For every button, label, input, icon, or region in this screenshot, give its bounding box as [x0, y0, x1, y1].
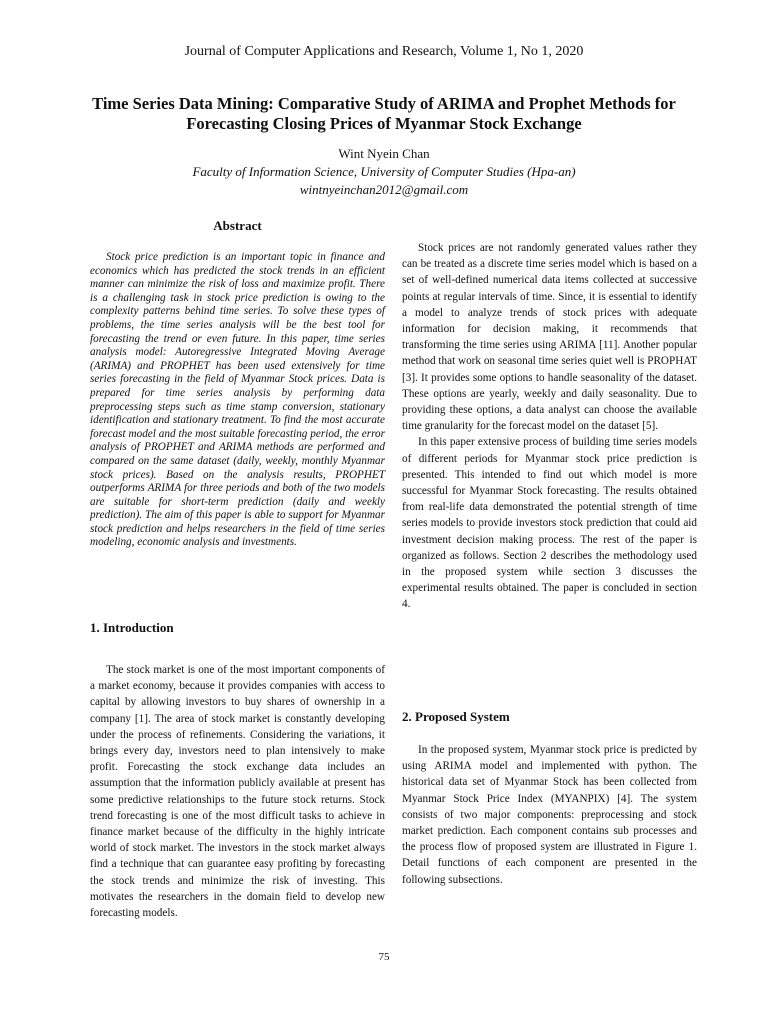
intro-paragraph-2: Stock prices are not randomly generated values rather they can be treated as a discrete time series model which is based on a set of well-defined numerical data items collected at successive points at regular intervals of time. Since, it is essential to identify a model to analyze trends of stock prices with adequate information for decision making, it recommends that transforming the time series using ARIMA [11]. Another popular method that work on seasonal time series quiet well is PROPHAT [3]. It provides some options to handle seasonality of the dataset. These options are yearly, weekly and daily seasonality. Due to providing these options, a data analyst can choose the available time granularity for the forecast model on the dataset [5].: [402, 242, 697, 433]
journal-header: Journal of Computer Applications and Research, Volume 1, No 1, 2020: [184, 44, 584, 59]
introduction-heading: 1. Introduction: [90, 620, 174, 635]
author-name: Wint Nyein Chan: [338, 146, 430, 161]
proposed-system-body: [402, 742, 697, 888]
abstract-body: [90, 251, 385, 550]
introduction-body-right: [402, 240, 697, 613]
author-affiliation: Faculty of Information Science, University of Computer Studies (Hpa-an): [192, 164, 576, 179]
intro-paragraph-1: The stock market is one of the most important components of a market economy, because it provides companies with access to capital by allowing investors to buy shares of ownership in a company [1]. The area of stock market is constantly developing under the process of refinements. Considering the variations, it brings every day, investors need to plan intensively to make profit. Forecasting the stock exchange data includes an assumption that the information publicly available at present has some predictive relationships to the future stock returns. Stock trend forecasting is one of the most difficult tasks to achieve in finance market because of the difficulty in the highly intricate world of stock market. The investors in the stock market always find a technique that can guarantee easy profiting by forecasting the stock trends and minimize the risk of investing. This motivates the researchers in the domain field to develop new forecasting models.: [90, 664, 385, 920]
introduction-body-left: [90, 662, 385, 921]
paper-title: Time Series Data Mining: Comparative Study of ARIMA and Prophet Methods for Forecasting Closing Prices of Myanmar Stock Exchange: [92, 94, 676, 133]
proposed-system-heading: 2. Proposed System: [402, 709, 510, 724]
abstract-heading: Abstract: [213, 218, 262, 233]
abstract-text: Stock price prediction is an important topic in finance and economics which has predicted the stock trends in an efficient manner can minimize the risk of loss and maximize profit. There is a challenging task in stock price prediction is owing to the complexity patterns behind time series. To solve these types of problems, the time series analysis will be the best tool for forecasting the trend or even future. In this paper, time series analysis model: Autoregressive Integrated Moving Average (ARIMA) and PROPHET has been used extensively for time series forecasting in the field of Myanmar Stock prices. Data is prepared for time series analysis by performing data preprocessing steps such as time stamp conversion, stationary identification and stationary treatment. To find the most accurate forecast model and the most suitable forecasting period, the error analysis of PROPHET and ARIMA methods are performed and compared on the same dataset (daily, weekly, monthly Myanmar stock prices). Based on the analysis results, PROPHET outperforms ARIMA for three periods and both of the two models are suitable for short-term prediction (daily and weekly prediction). The aim of this paper is able to support for Myanmar stock prediction and helps researchers in the field of time series modeling, economic analysis and investments.: [90, 251, 385, 549]
intro-paragraph-3: In this paper extensive process of building time series models of different periods for Myanmar stock price prediction is presented. This intended to find out which model is more successful for Myanmar Stock forecasting. The results obtained from real-life data demonstrated the potential strength of time series models to provide investors stock prediction that could aid investment decision making process. The rest of the paper is organized as follows. Section 2 describes the methodology used in the proposed system while section 3 discusses the experimental results obtained. The paper is concluded in section 4.: [402, 436, 697, 611]
author-email: wintnyeinchan2012@gmail.com: [299, 182, 469, 197]
page-number: 75: [378, 951, 390, 963]
proposed-paragraph-1: In the proposed system, Myanmar stock price is predicted by using ARIMA model and implemented with python. The historical data set of Myanmar Stock has been collected from Myanmar Stock Price Index (MYANPIX) [4]. The system consists of two major components: preprocessing and stock market prediction. Each component contains sub processes and the process flow of proposed system are illustrated in Figure 1. Detail functions of each component are presented in the following subsections.: [402, 744, 697, 886]
